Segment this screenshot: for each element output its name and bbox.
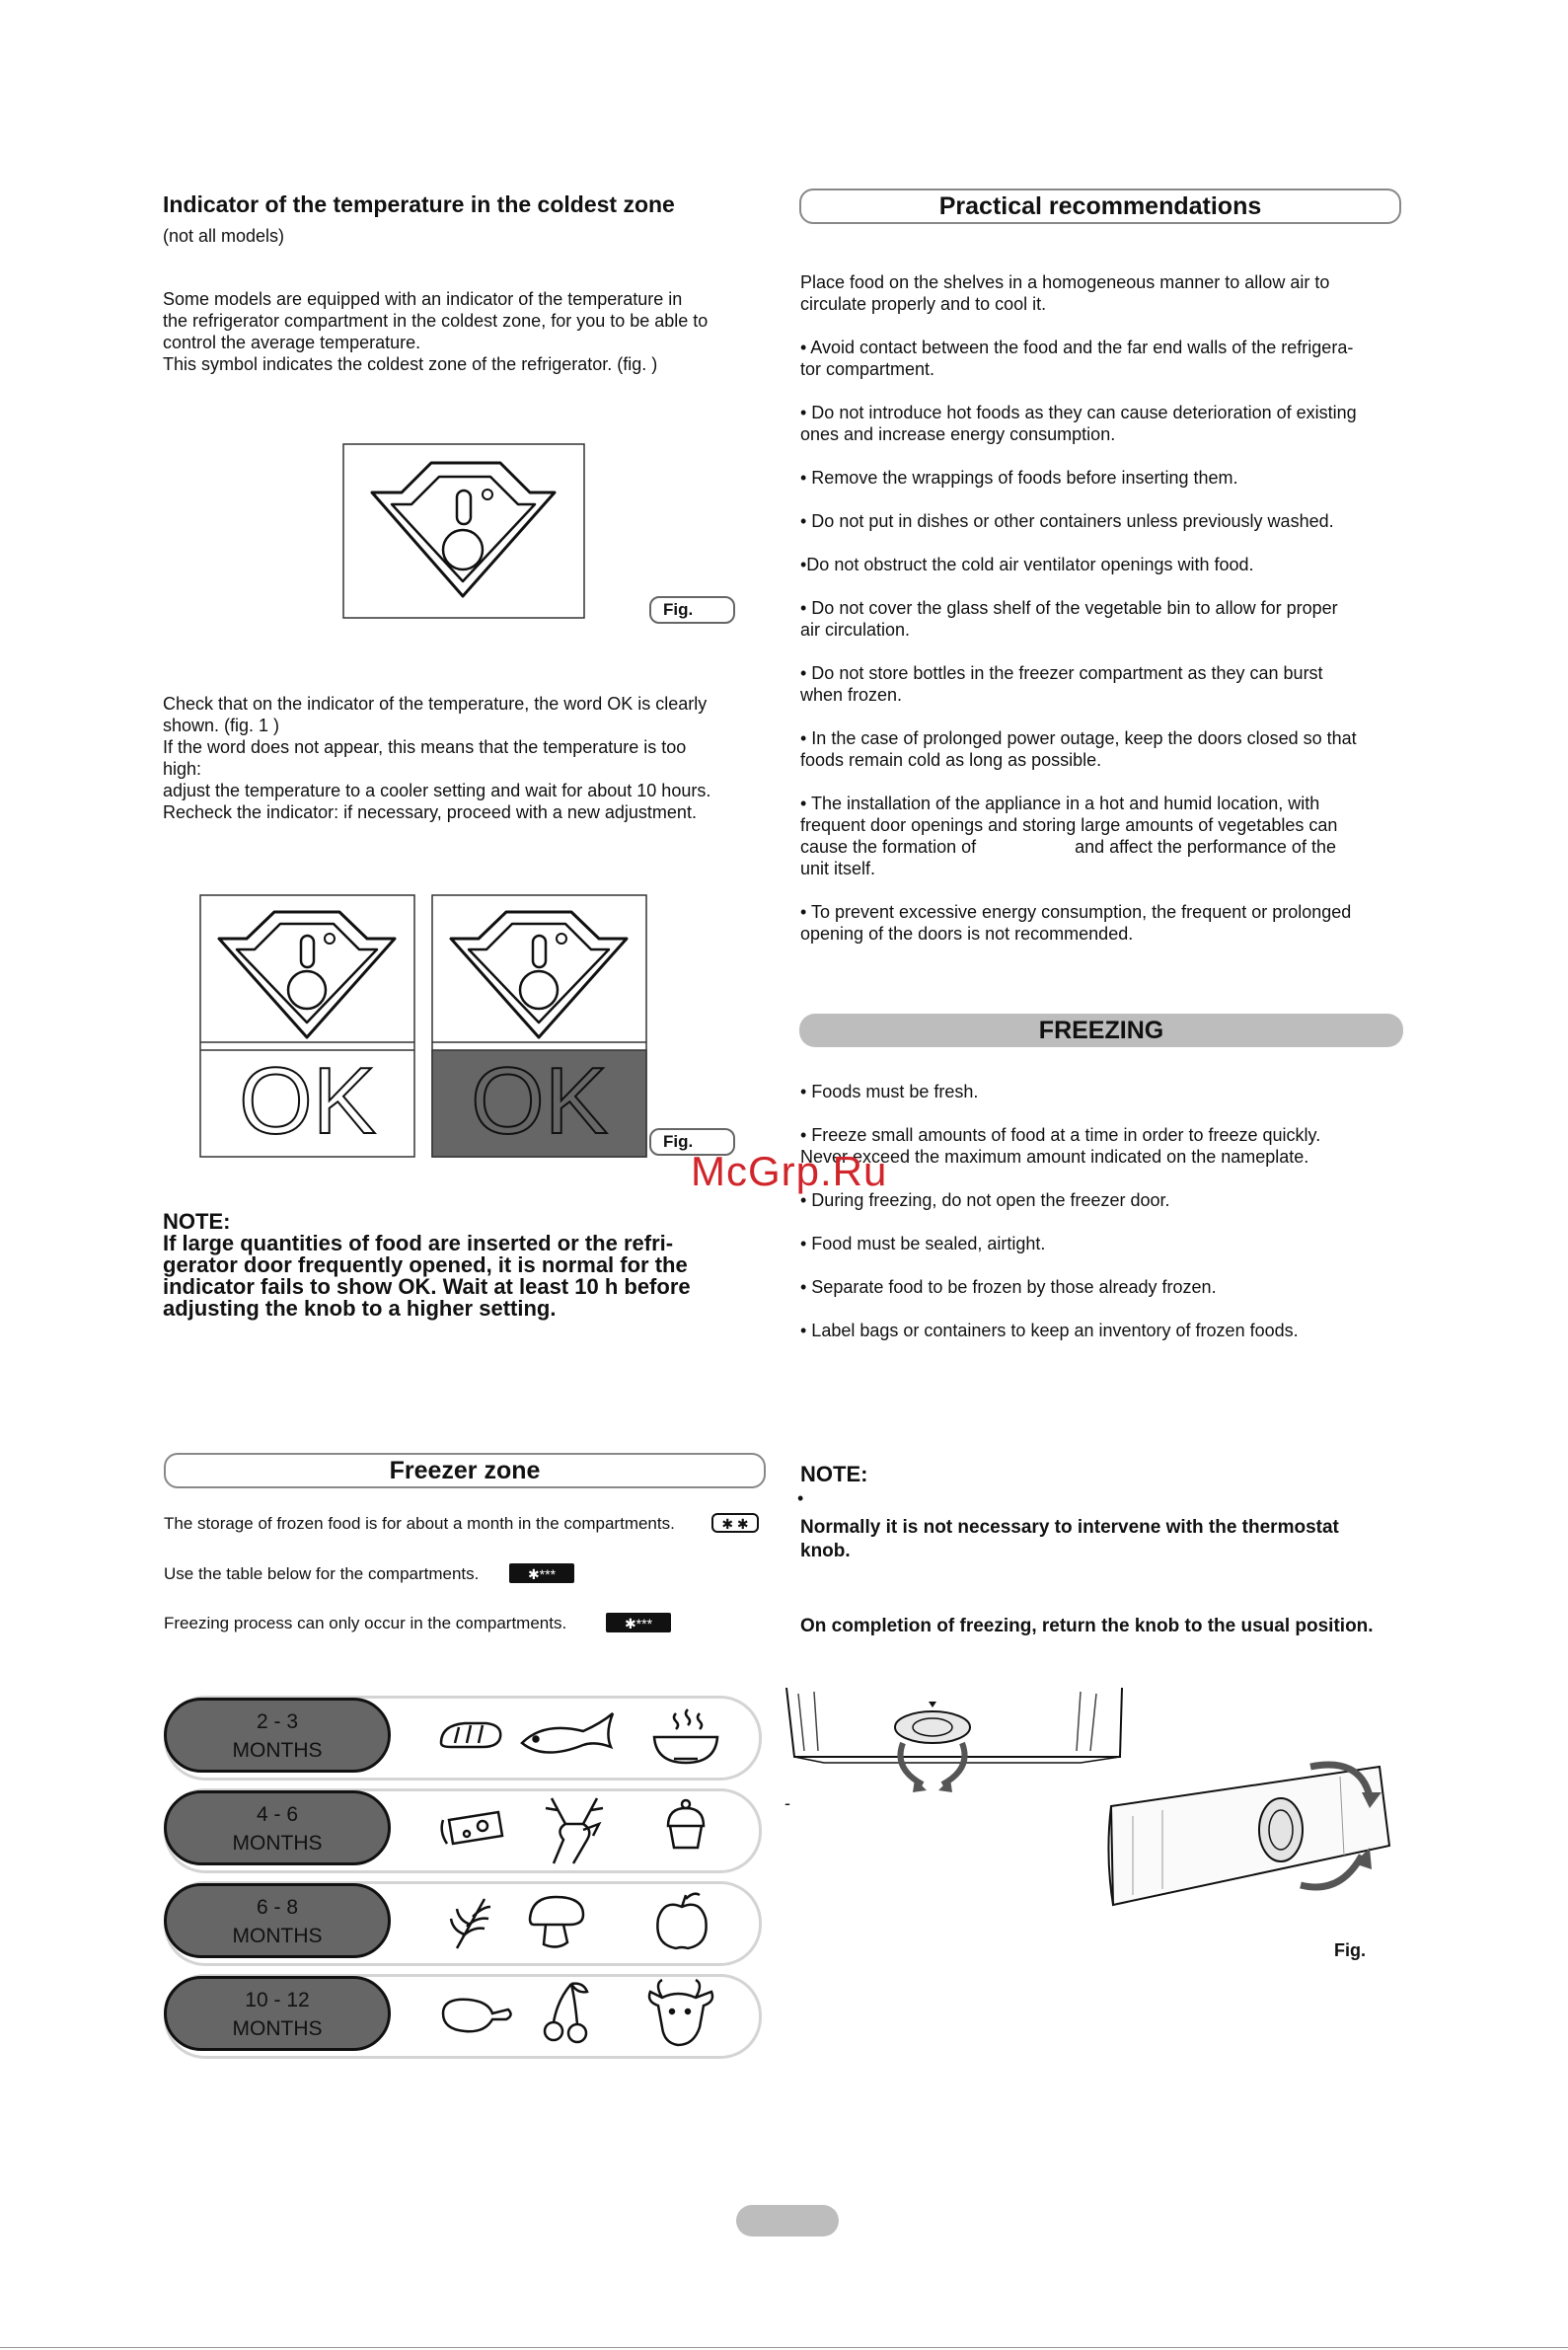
watermark: McGrp.Ru (691, 1148, 888, 1194)
list-item (800, 1276, 1412, 1298)
list-item (800, 597, 1412, 641)
months-range: 10 - 12 (245, 1989, 310, 2011)
text-line: Place food on the shelves in a homogeneous manner to allow air to (800, 272, 1330, 292)
fish-icon (522, 1713, 613, 1753)
cow-icon (649, 1980, 712, 2045)
apple-icon (657, 1894, 706, 1948)
four-star-badge: ✱*** (509, 1563, 574, 1583)
list-item (800, 901, 1412, 945)
months-pill (164, 1883, 391, 1958)
two-star-badge: ✱ ✱ (711, 1513, 759, 1533)
months-unit: MONTHS (232, 1832, 323, 1855)
list-item (800, 1320, 1412, 1341)
deer-icon (546, 1798, 603, 1863)
fig-label: Fig. (1334, 1940, 1366, 1960)
ok-indicator-dark (431, 894, 647, 1158)
freezer-line: Freezing process can only occur in the compartments. (164, 1614, 567, 1632)
storage-row (164, 1696, 766, 1779)
text-line: tor compartment. (800, 359, 935, 379)
note-text (800, 1516, 1339, 1563)
months-unit: MONTHS (232, 1925, 323, 1947)
text-line: •Do not obstruct the cold air ventilator openings with food. (800, 555, 1254, 574)
note-bullet: • (797, 1488, 804, 1508)
ok-indicator-light (199, 894, 415, 1158)
list-item (800, 727, 1412, 771)
text-line: • Separate food to be frozen by those already frozen. (800, 1277, 1217, 1297)
recommendations-list (800, 271, 1412, 945)
note-line: adjusting the knob to a higher setting. (163, 1296, 557, 1321)
freezing-header: FREEZING (799, 1014, 1403, 1047)
freezing-list (800, 1081, 1412, 1341)
note-line: knob. (800, 1541, 851, 1561)
note-line: On completion of freezing, return the knob to the usual position. (800, 1616, 1374, 1636)
months-range: 6 - 8 (256, 1896, 299, 1919)
text-line: the refrigerator compartment in the coldest zone, for you to be able to (163, 311, 709, 331)
freezer-line: Use the table below for the compartments. (164, 1564, 480, 1583)
text-line: • In the case of prolonged power outage, keep the doors closed so that (800, 728, 1357, 748)
text-line: • To prevent excessive energy consumption, the frequent or prolonged (800, 902, 1352, 922)
four-star-badge: ✱*** (606, 1613, 671, 1632)
freezer-zone-header: Freezer zone (164, 1453, 766, 1488)
list-item (800, 402, 1412, 445)
months-pill (164, 1698, 391, 1773)
storage-row (164, 1974, 766, 2057)
list-item (800, 1189, 1412, 1211)
note-line: indicator fails to show OK. Wait at least 10 h before (163, 1274, 691, 1299)
text-line: high: (163, 759, 202, 779)
note-line: Normally it is not necessary to intervene with the thermostat (800, 1517, 1339, 1538)
text-line: • Avoid contact between the food and the far end walls of the refrigera- (800, 338, 1354, 357)
list-item (800, 271, 1412, 315)
list-item (800, 1233, 1412, 1254)
text-line: opening of the doors is not recommended. (800, 924, 1134, 944)
practical-recommendations-header: Practical recommendations (799, 189, 1401, 224)
note-line: If large quantities of food are inserted or the refri- (163, 1231, 674, 1255)
food-icons (435, 1704, 731, 1773)
list-item (800, 554, 1412, 575)
months-unit: MONTHS (232, 1739, 323, 1762)
text-line: • Remove the wrappings of foods before inserting them. (800, 468, 1238, 488)
list-item (800, 1124, 1412, 1168)
thermostat-knob-figure-side (1103, 1747, 1394, 1920)
text-line: when frozen. (800, 685, 903, 705)
months-pill (164, 1976, 391, 2051)
food-icons (435, 1790, 731, 1865)
text-line: unit itself. (800, 859, 876, 878)
soup-bowl-icon (654, 1709, 717, 1763)
text-line: • Label bags or containers to keep an inventory of frozen foods. (800, 1321, 1299, 1340)
check-paragraph (163, 693, 775, 823)
note-body (163, 1233, 775, 1320)
page-divider (0, 2347, 1568, 2348)
page-number-pill (736, 2205, 839, 2236)
note-title: NOTE: (800, 1462, 868, 1486)
text-line: air circulation. (800, 620, 911, 640)
indicator-paragraph (163, 288, 775, 375)
wheat-icon (451, 1899, 490, 1948)
text-line: circulate properly and to cool it. (800, 294, 1047, 314)
text-line: control the average temperature. (163, 333, 421, 352)
cheese-icon (442, 1812, 502, 1844)
text-line: • Do not introduce hot foods as they can cause deterioration of existing (800, 403, 1357, 422)
text-line: frequent door openings and storing large amounts of vegetables can (800, 815, 1338, 835)
ok-text: OK (239, 1048, 376, 1154)
note-line: gerator door frequently opened, it is normal for the (163, 1252, 688, 1277)
text-line: • During freezing, do not open the freezer door. (800, 1190, 1170, 1210)
dash-mark: - (784, 1793, 790, 1813)
months-range: 4 - 6 (256, 1803, 299, 1826)
text-line: • The installation of the appliance in a hot and humid location, with (800, 794, 1320, 813)
text-line: • Freeze small amounts of food at a time in order to freeze quickly. (800, 1125, 1321, 1145)
freezer-line: The storage of frozen food is for about a month in the compartments. (164, 1514, 675, 1533)
text-line: • Do not store bottles in the freezer compartment as they can burst (800, 663, 1323, 683)
text-line: This symbol indicates the coldest zone of the refrigerator. (fig. ) (163, 354, 658, 374)
text-line: • Foods must be fresh. (800, 1082, 979, 1101)
text-line: foods remain cold as long as possible. (800, 750, 1102, 770)
bread-icon (441, 1723, 500, 1747)
text-line: Check that on the indicator of the temperature, the word OK is clearly (163, 694, 708, 714)
chicken-icon (443, 2000, 511, 2031)
fig-label: Fig. (649, 596, 735, 624)
text-line: Some models are equipped with an indicator of the temperature in (163, 289, 683, 309)
text-line: • Do not cover the glass shelf of the vegetable bin to allow for proper (800, 598, 1338, 618)
thermostat-knob-figure-top (784, 1688, 1125, 1796)
indicator-subtitle: (not all models) (163, 226, 285, 246)
list-item (800, 662, 1412, 706)
text-line: Never exceed the maximum amount indicated on the nameplate. (800, 1147, 1309, 1167)
list-item (800, 467, 1412, 489)
text-line: Recheck the indicator: if necessary, proceed with a new adjustment. (163, 802, 697, 822)
list-item (800, 1081, 1412, 1102)
muffin-icon (668, 1800, 704, 1848)
text-line: adjust the temperature to a cooler setting and wait for about 10 hours. (163, 781, 711, 800)
text-line: • Do not put in dishes or other containers unless previously washed. (800, 511, 1334, 531)
indicator-title: Indicator of the temperature in the coldest zone (163, 191, 675, 217)
months-range: 2 - 3 (256, 1710, 299, 1733)
months-pill (164, 1790, 391, 1865)
text-line: cause the formation of and affect the performance of the (800, 837, 1336, 857)
months-unit: MONTHS (232, 2017, 323, 2040)
food-icons (435, 1978, 731, 2053)
note-title: NOTE: (163, 1209, 231, 1234)
storage-row (164, 1881, 766, 1964)
ok-text: OK (471, 1048, 608, 1154)
mushroom-icon (530, 1897, 583, 1947)
list-item (800, 793, 1412, 879)
text-line: If the word does not appear, this means that the temperature is too (163, 737, 687, 757)
text-line: • Food must be sealed, airtight. (800, 1234, 1046, 1253)
cherry-icon (545, 1984, 587, 2042)
storage-row (164, 1788, 766, 1871)
text-line: ones and increase energy consumption. (800, 424, 1116, 444)
list-item (800, 337, 1412, 380)
text-line: shown. (fig. 1 ) (163, 716, 280, 735)
food-icons (435, 1885, 731, 1960)
list-item (800, 510, 1412, 532)
coldest-zone-symbol-figure (342, 443, 585, 619)
fig-label: Fig. (649, 1128, 735, 1156)
